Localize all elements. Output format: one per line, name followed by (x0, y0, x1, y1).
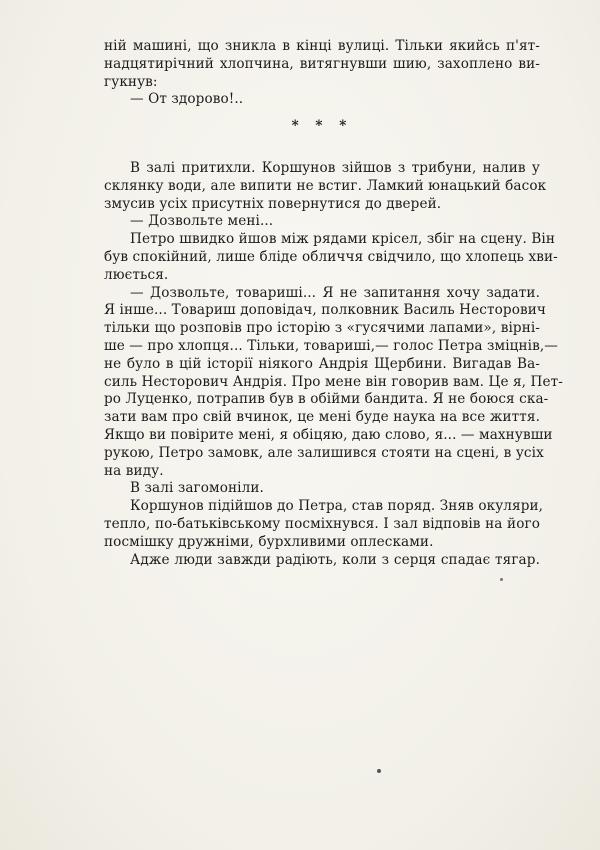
text-line: надцятирічний хлопчина, витягнувши шию, захоплено ви- (104, 55, 540, 72)
text-line: тепло, по-батьківському посміхнувся. І зал відповів на його (104, 515, 540, 532)
text-line: ро Луценко, потрапив був в обійми бандита. Я не боюся ска- (104, 391, 549, 408)
ink-speck (500, 578, 503, 581)
text-line: на виду. (104, 462, 164, 479)
text-line: посмішку дружніми, бурхливими оплесками. (104, 533, 434, 550)
text-line: В залі загомоніли. (130, 480, 264, 497)
text-line: рукою, Петро замовк, але залишився стояти на сцені, в усіх (104, 444, 544, 461)
text-line: люється. (104, 266, 169, 283)
paragraph (104, 552, 540, 570)
text-line: не було в цій історії ніякого Андрія Щербини. Вигадав Ва- (104, 355, 540, 372)
text-line: змусив усіх присутніх повернутися до дверей. (104, 195, 442, 212)
text-line: — Дозвольте, товариші... Я не запитання хочу задати. (130, 284, 540, 301)
text-line: ше — про хлопця... Тільки, товариші,— голос Петра зміцнів,— (104, 337, 558, 354)
text-line: Я інше... Товариш доповідач, полковник Василь Несторович (104, 302, 546, 319)
paragraph (104, 284, 563, 481)
text-line: — От здорово!.. (130, 91, 244, 108)
intro-paragraph (104, 38, 540, 109)
paragraph (104, 231, 558, 284)
text-line: Адже люди завжди радіють, коли з серця спадає тягар. (130, 551, 540, 568)
text-line: був спокійний, лише бліде обличчя свідчило, що хлопець хви- (104, 248, 558, 265)
paragraph (104, 480, 540, 498)
text-line: Якщо ви повірите мені, я обіцяю, даю слово, я... — махнувши (104, 426, 553, 443)
text-line: гукнув: (104, 73, 158, 90)
paragraph (104, 159, 547, 213)
text-line: склянку води, але випити не встиг. Ламкий юнацький басок (104, 177, 547, 194)
section-separator: * * * (291, 118, 353, 135)
page-text (104, 38, 563, 569)
paragraph (104, 213, 540, 231)
ink-speck (377, 769, 381, 773)
text-line: В залі притихли. Коршунов зійшов з трибуни, налив у (130, 159, 540, 176)
paragraph (104, 498, 544, 551)
text-line: Петро швидко йшов між рядами крісел, збіг на сцену. Він (130, 231, 556, 248)
text-line: зати вам про свій вчинок, це мені буде наука на все життя. (104, 409, 540, 426)
text-line: Коршунов підійшов до Петра, став поряд. Зняв окуляри, (130, 498, 544, 515)
text-line: — Дозвольте мені... (130, 213, 274, 230)
text-line: силь Несторович Андрія. Про мене він говорив вам. Це я, Пет- (104, 373, 563, 390)
text-line: ній машині, що зникла в кінці вулиці. Тільки якийсь п'ят- (104, 38, 540, 54)
text-line: тільки що розповів про історію з «гусячими лапами», вірні- (104, 320, 540, 337)
